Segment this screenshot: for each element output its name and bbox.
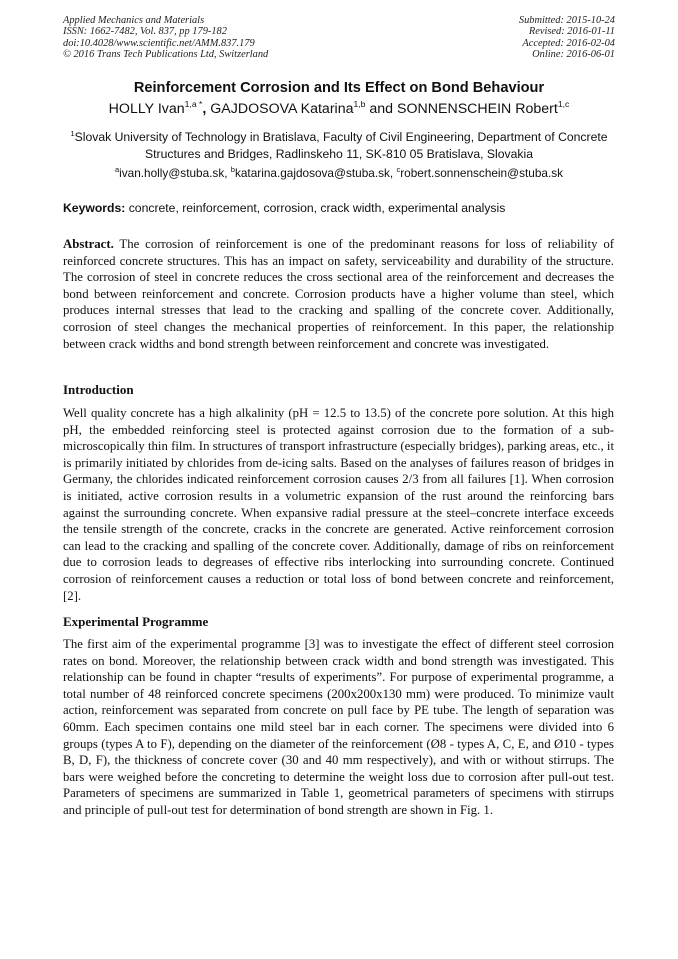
date-submitted: Submitted: 2015-10-24: [518, 15, 615, 26]
email-mark: b: [230, 165, 235, 174]
email-link[interactable]: robert.sonnenschein@stuba.sk: [400, 166, 564, 180]
journal-name: Applied Mechanics and Materials: [63, 15, 205, 26]
publication-dates: [519, 15, 615, 61]
introduction-text: Well quality concrete has a high alkalinity (pH = 12.5 to 13.5) of the concrete pore solution. At this high pH, the embedded reinforcing steel is protected against corrosion due to the formation of a sub-microscopically thin film. In structures of transport infrastructure (especially bridges), parking areas, etc., it is primarily initiated by chlorides from de-icing salts. Based on the analyses of failures reason of bridges in Germany, the chlorides indicated reinforcement corrosion causes 2/3 from all failures [1]. When corrosion is initiated, active corrosion results in a volumetric expansion of the rust around the reinforcing bars against the surrounding concrete. When expansive radial pressure at the steel–concrete interface exceeds the tensile strength of the concrete, cracks in the concrete are generated. Active reinforcement corrosion can lead to the cracking and spalling of the concrete cover. Additionally, damage of ribs on reinforcement due to corrosion leads to degreases of effective ribs interlocking into surrounding concrete. Continued corrosion of reinforcement causes a reduction or total loss of bond between concrete and reinforcement, [2].: [63, 406, 614, 603]
date-online: Online: 2016-06-01: [532, 49, 615, 61]
date-accepted: Accepted: 2016-02-04: [522, 37, 615, 49]
abstract-text: The corrosion of reinforcement is one of the predominant reasons for loss of reliability of reinforced concrete structures. This has an impact on safety, serviceability and durability of the structure. The corrosion of steel in concrete reduces the cross sectional area of the reinforcement and decreases the bond between reinforcement and concrete. Corrosion products have a higher volume than steel, which produces internal stresses that lead to the cracking and spalling of the concrete cover. Additionally, corrosion of steel changes the mechanical properties of reinforcement. In this paper, the relationship between crack widths and bond strength between reinforcement and concrete was investigated.: [63, 237, 614, 351]
paper-title: Reinforcement Corrosion and Its Effect on Bond Behaviour: [133, 80, 545, 96]
email-mark: a: [114, 165, 120, 174]
author-list: [0, 101, 678, 117]
keywords-text: concrete, reinforcement, corrosion, crack width, experimental analysis: [125, 201, 506, 215]
abstract: [63, 236, 614, 352]
section-heading-experimental: Experimental Programme: [63, 614, 209, 629]
keywords: [63, 201, 505, 215]
email-link[interactable]: katarina.gajdosova@stuba.sk,: [234, 166, 397, 180]
author-separator: and: [365, 101, 397, 117]
author-separator: ,: [202, 101, 211, 117]
affiliation-mark: 1: [70, 129, 75, 138]
email-mark: c: [396, 165, 401, 174]
journal-doi: doi:10.4028/www.scientific.net/AMM.837.179: [63, 37, 255, 49]
author-emails: [0, 166, 678, 180]
author-name: SONNENSCHEIN Robert: [397, 101, 558, 117]
abstract-label: Abstract.: [63, 237, 114, 251]
author-affiliation-mark: 1,b: [353, 99, 366, 109]
author-affiliation-mark: 1,a *: [184, 99, 203, 109]
journal-copyright: © 2016 Trans Tech Publications Ltd, Switzerland: [63, 49, 269, 61]
journal-issn: ISSN: 1662-7482, Vol. 837, pp 179-182: [63, 26, 227, 38]
author-name: HOLLY Ivan: [108, 101, 185, 117]
experimental-text: The first aim of the experimental programme [3] was to investigate the effect of different steel corrosion rates on bond. Moreover, the relationship between crack width and bond strength was investigated. This relationship can be found in chapter “results of experiments”. For purpose of experimental programme, a total number of 48 reinforced concrete specimens (200x200x130 mm) were produced. To minimize vault action, reinforcement was separated from concrete on pull face by PE tube. The length of separation was 60mm. Each specimen contains one mild steel bar in each corner. The specimens were divided into 6 groups (types A to F), depending on the diameter of the reinforcement (Ø8 - types A, C, E, and Ø10 - types B, D, F), the thickness of concrete cover (30 and 40 mm respectively), and with or without stirrups. The bars were weighed before the concreting to determine the weight loss due to corrosion after pull-out test. Parameters of specimens are summarized in Table 1, geometrical parameters of specimens with stirrups and principle of pull-out test for determination of bond strength are shown in Fig. 1.: [63, 637, 614, 817]
affiliation-text: Slovak University of Technology in Bratislava, Faculty of Civil Engineering, Department of Concrete Structures and Bridges, Radlinskeho 11, SK-810 05 Bratislava, Slovakia: [74, 130, 608, 161]
date-revised: Revised: 2016-01-11: [528, 26, 615, 38]
keywords-label: Keywords:: [63, 201, 126, 215]
email-link[interactable]: ivan.holly@stuba.sk,: [119, 166, 231, 180]
affiliation: [70, 129, 608, 162]
journal-info: [63, 15, 268, 61]
author-name: GAJDOSOVA Katarina: [210, 101, 354, 117]
author-affiliation-mark: 1,c: [557, 99, 570, 109]
section-heading-introduction: Introduction: [63, 382, 134, 397]
